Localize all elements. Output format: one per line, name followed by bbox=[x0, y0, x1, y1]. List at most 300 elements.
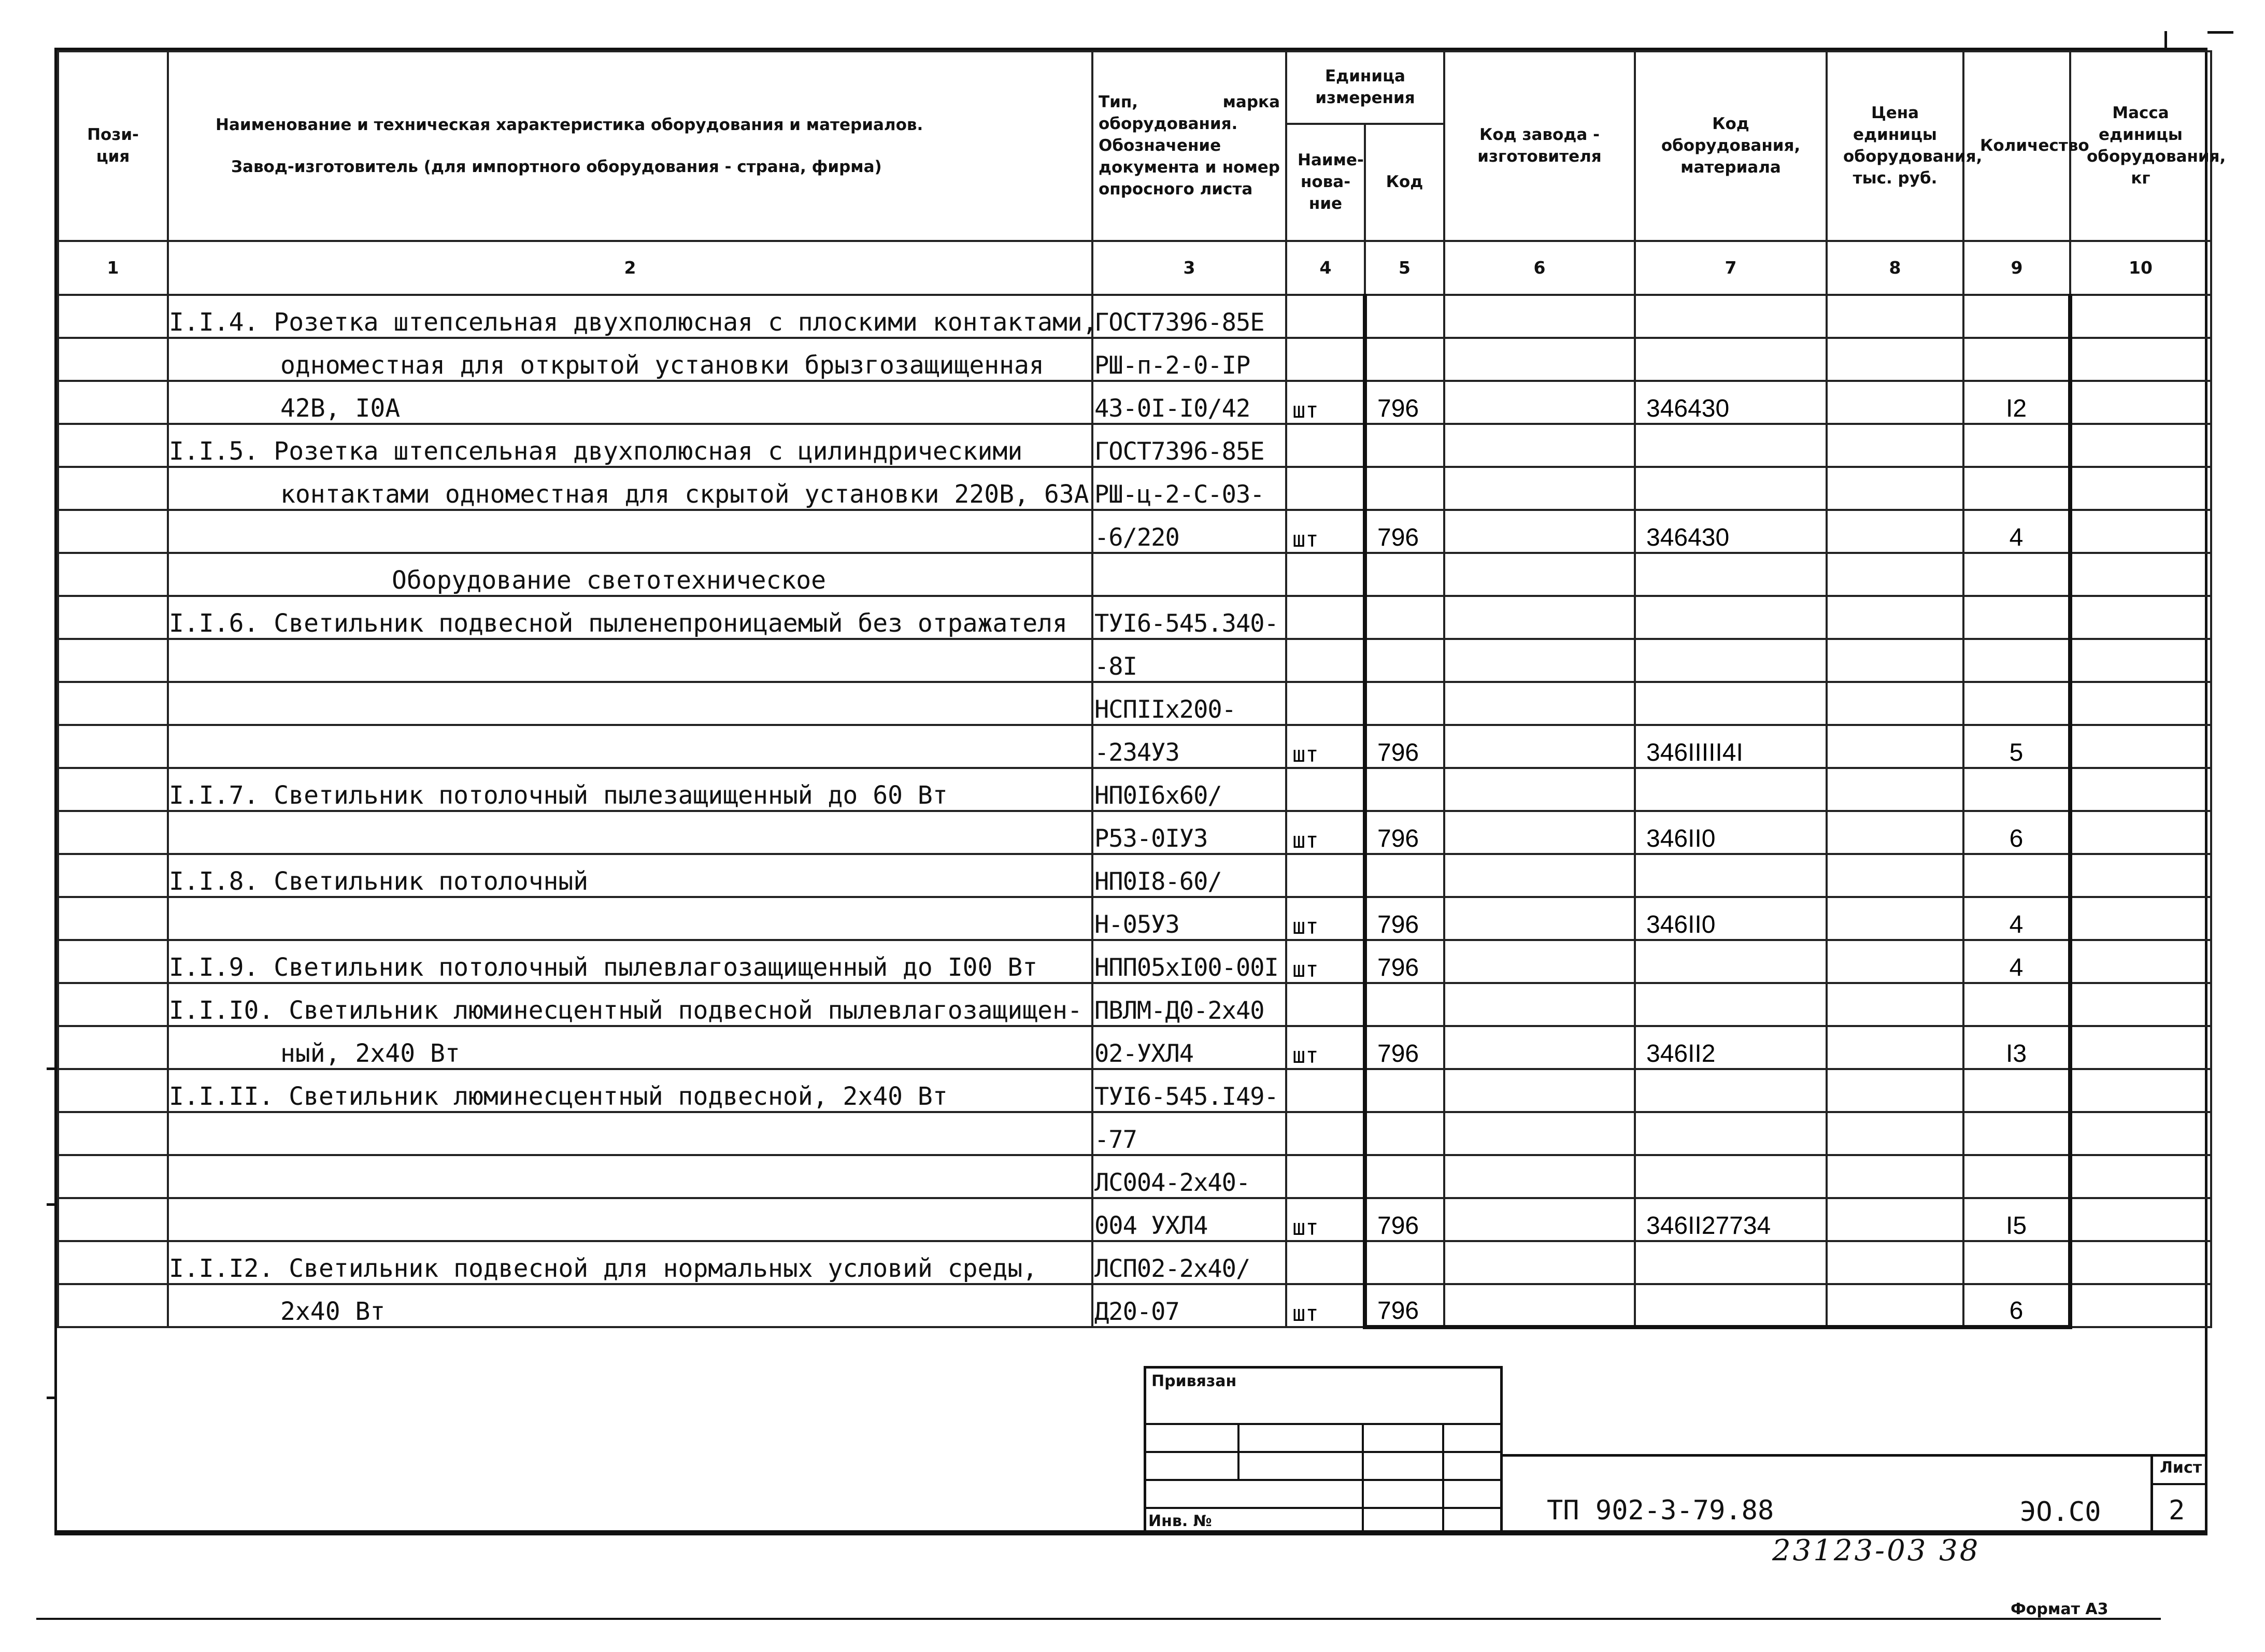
position-cell bbox=[58, 510, 168, 553]
column-number: 7 bbox=[1635, 241, 1827, 295]
item-description: ный, 2х40 Вт bbox=[168, 1026, 1092, 1069]
item-description: I.I.9. Светильник потолочный пылевлагозащищенный до I00 Вт bbox=[168, 940, 1092, 983]
unit-code bbox=[1365, 596, 1444, 639]
unit-code bbox=[1365, 553, 1444, 596]
header-position: Пози- ция bbox=[58, 51, 168, 241]
quantity bbox=[1963, 1112, 2070, 1155]
unit-code bbox=[1365, 424, 1444, 467]
price-cell bbox=[1827, 639, 1963, 682]
price-cell bbox=[1827, 725, 1963, 768]
header-factory-code: Код завода - изготовителя bbox=[1444, 51, 1635, 241]
unit-name bbox=[1286, 1069, 1365, 1112]
mass-cell bbox=[2070, 1241, 2211, 1284]
mass-cell bbox=[2070, 940, 2211, 983]
table-row bbox=[58, 768, 2211, 811]
mass-cell bbox=[2070, 682, 2211, 725]
mass-cell bbox=[2070, 467, 2211, 510]
item-description bbox=[168, 811, 1092, 854]
price-cell bbox=[1827, 424, 1963, 467]
type-designation: Р53-0IУ3 bbox=[1092, 811, 1286, 854]
position-cell bbox=[58, 940, 168, 983]
margin-tick bbox=[2207, 31, 2233, 34]
type-designation: -234У3 bbox=[1092, 725, 1286, 768]
quantity bbox=[1963, 1155, 2070, 1198]
position-cell bbox=[58, 295, 168, 338]
unit-code: 796 bbox=[1365, 381, 1444, 424]
item-description: I.I.8. Светильник потолочный bbox=[168, 854, 1092, 897]
item-description: I.I.5. Розетка штепсельная двухполюсная с цилиндрическими bbox=[168, 424, 1092, 467]
price-cell bbox=[1827, 467, 1963, 510]
factory-code bbox=[1444, 897, 1635, 940]
price-cell bbox=[1827, 682, 1963, 725]
quantity: 6 bbox=[1963, 811, 2070, 854]
factory-code bbox=[1444, 338, 1635, 381]
equipment-code bbox=[1635, 424, 1827, 467]
position-cell bbox=[58, 1155, 168, 1198]
price-cell bbox=[1827, 983, 1963, 1026]
quantity bbox=[1963, 682, 2070, 725]
type-designation: 02-УХЛ4 bbox=[1092, 1026, 1286, 1069]
position-cell bbox=[58, 639, 168, 682]
header-unit-name: Наиме-нова-ние bbox=[1286, 124, 1365, 241]
item-description bbox=[168, 682, 1092, 725]
equipment-code: 346IIIII4I bbox=[1635, 725, 1827, 768]
price-cell bbox=[1827, 768, 1963, 811]
header-mass: Масса единицы оборудования, кг bbox=[2070, 51, 2211, 241]
table-row bbox=[58, 1069, 2211, 1112]
item-description: 42В, I0А bbox=[168, 381, 1092, 424]
unit-code bbox=[1365, 983, 1444, 1026]
specification-table bbox=[57, 50, 2226, 1329]
position-cell bbox=[58, 1026, 168, 1069]
equipment-code bbox=[1635, 1155, 1827, 1198]
unit-name bbox=[1286, 854, 1365, 897]
factory-code bbox=[1444, 854, 1635, 897]
header-unit-group: Единица измерения bbox=[1286, 51, 1444, 124]
position-cell bbox=[58, 725, 168, 768]
item-description: 2х40 Вт bbox=[168, 1284, 1092, 1327]
header-equipment-code: Код оборудования, материала bbox=[1635, 51, 1827, 241]
price-cell bbox=[1827, 510, 1963, 553]
table-row bbox=[58, 596, 2211, 639]
equipment-code: 346II0 bbox=[1635, 811, 1827, 854]
position-cell bbox=[58, 811, 168, 854]
position-cell bbox=[58, 338, 168, 381]
item-description: I.I.6. Светильник подвесной пыленепроницаемый без отражателя bbox=[168, 596, 1092, 639]
equipment-code bbox=[1635, 854, 1827, 897]
price-cell bbox=[1827, 553, 1963, 596]
unit-code bbox=[1365, 1069, 1444, 1112]
header-price: Цена единицы оборудования, тыс. руб. bbox=[1827, 51, 1963, 241]
unit-name bbox=[1286, 1155, 1365, 1198]
price-cell bbox=[1827, 1155, 1963, 1198]
unit-code bbox=[1365, 295, 1444, 338]
factory-code bbox=[1444, 467, 1635, 510]
unit-code bbox=[1365, 768, 1444, 811]
sheet-label: Лист bbox=[2160, 1459, 2202, 1477]
item-description bbox=[168, 725, 1092, 768]
quantity: I5 bbox=[1963, 1198, 2070, 1241]
unit-code: 796 bbox=[1365, 897, 1444, 940]
price-cell bbox=[1827, 811, 1963, 854]
type-designation: НСПIIх200- bbox=[1092, 682, 1286, 725]
price-cell bbox=[1827, 1198, 1963, 1241]
mass-cell bbox=[2070, 768, 2211, 811]
unit-code bbox=[1365, 854, 1444, 897]
quantity bbox=[1963, 768, 2070, 811]
item-description bbox=[168, 510, 1092, 553]
table-row bbox=[58, 983, 2211, 1026]
price-cell bbox=[1827, 940, 1963, 983]
table-row bbox=[58, 1284, 2211, 1327]
column-number: 8 bbox=[1827, 241, 1963, 295]
mass-cell bbox=[2070, 596, 2211, 639]
unit-name: шт bbox=[1286, 897, 1365, 940]
quantity bbox=[1963, 1241, 2070, 1284]
column-number: 1 bbox=[58, 241, 168, 295]
unit-name bbox=[1286, 338, 1365, 381]
unit-name bbox=[1286, 1112, 1365, 1155]
unit-name: шт bbox=[1286, 940, 1365, 983]
table-row bbox=[58, 1155, 2211, 1198]
type-designation: ПВЛМ-Д0-2х40 bbox=[1092, 983, 1286, 1026]
type-designation: -8I bbox=[1092, 639, 1286, 682]
unit-name: шт bbox=[1286, 381, 1365, 424]
mass-cell bbox=[2070, 1026, 2211, 1069]
table-row bbox=[58, 940, 2211, 983]
table-row bbox=[58, 553, 2211, 596]
unit-name bbox=[1286, 295, 1365, 338]
quantity bbox=[1963, 424, 2070, 467]
position-cell bbox=[58, 553, 168, 596]
item-description: I.I.4. Розетка штепсельная двухполюсная с плоскими контактами, bbox=[168, 295, 1092, 338]
mass-cell bbox=[2070, 1155, 2211, 1198]
equipment-code bbox=[1635, 1112, 1827, 1155]
mass-cell bbox=[2070, 424, 2211, 467]
mass-cell bbox=[2070, 725, 2211, 768]
factory-code bbox=[1444, 768, 1635, 811]
quantity bbox=[1963, 1069, 2070, 1112]
table-row bbox=[58, 338, 2211, 381]
price-cell bbox=[1827, 1026, 1963, 1069]
item-description: контактами одноместная для скрытой установки 220В, 63А bbox=[168, 467, 1092, 510]
unit-name: шт bbox=[1286, 1284, 1365, 1327]
unit-code: 796 bbox=[1365, 1026, 1444, 1069]
equipment-code bbox=[1635, 596, 1827, 639]
type-designation: Д20-07 bbox=[1092, 1284, 1286, 1327]
quantity bbox=[1963, 338, 2070, 381]
equipment-code: 346II2 bbox=[1635, 1026, 1827, 1069]
type-designation: РШ-ц-2-С-03- bbox=[1092, 467, 1286, 510]
unit-code bbox=[1365, 1112, 1444, 1155]
table-row bbox=[58, 424, 2211, 467]
table-row bbox=[58, 1112, 2211, 1155]
position-cell bbox=[58, 682, 168, 725]
equipment-code: 346II27734 bbox=[1635, 1198, 1827, 1241]
position-cell bbox=[58, 381, 168, 424]
factory-code bbox=[1444, 424, 1635, 467]
format-label: Формат А3 bbox=[2011, 1600, 2109, 1618]
table-row bbox=[58, 725, 2211, 768]
factory-code bbox=[1444, 1241, 1635, 1284]
mass-cell bbox=[2070, 639, 2211, 682]
factory-code bbox=[1444, 1155, 1635, 1198]
position-cell bbox=[58, 1241, 168, 1284]
position-cell bbox=[58, 1284, 168, 1327]
table-row bbox=[58, 1198, 2211, 1241]
factory-code bbox=[1444, 510, 1635, 553]
archive-number: 23123-03 38 bbox=[1772, 1534, 1981, 1568]
bottom-line bbox=[36, 1618, 2161, 1620]
unit-code: 796 bbox=[1365, 811, 1444, 854]
quantity: 5 bbox=[1963, 725, 2070, 768]
factory-code bbox=[1444, 1198, 1635, 1241]
factory-code bbox=[1444, 940, 1635, 983]
unit-code bbox=[1365, 1155, 1444, 1198]
equipment-code bbox=[1635, 1241, 1827, 1284]
type-designation: ТУI6-545.340- bbox=[1092, 596, 1286, 639]
quantity bbox=[1963, 639, 2070, 682]
quantity bbox=[1963, 553, 2070, 596]
price-cell bbox=[1827, 897, 1963, 940]
position-cell bbox=[58, 424, 168, 467]
column-number: 9 bbox=[1963, 241, 2070, 295]
equipment-code bbox=[1635, 682, 1827, 725]
item-description bbox=[168, 639, 1092, 682]
quantity: I2 bbox=[1963, 381, 2070, 424]
header-row bbox=[58, 51, 2211, 124]
unit-name: шт bbox=[1286, 1026, 1365, 1069]
unit-name bbox=[1286, 768, 1365, 811]
factory-code bbox=[1444, 639, 1635, 682]
type-designation: Н-05У3 bbox=[1092, 897, 1286, 940]
table-row bbox=[58, 295, 2211, 338]
position-cell bbox=[58, 854, 168, 897]
type-designation bbox=[1092, 553, 1286, 596]
item-description: I.I.II. Светильник люминесцентный подвесной, 2х40 Вт bbox=[168, 1069, 1092, 1112]
factory-code bbox=[1444, 553, 1635, 596]
equipment-code bbox=[1635, 467, 1827, 510]
quantity bbox=[1963, 295, 2070, 338]
equipment-code: 346430 bbox=[1635, 381, 1827, 424]
equipment-code bbox=[1635, 1069, 1827, 1112]
mass-cell bbox=[2070, 338, 2211, 381]
unit-code bbox=[1365, 682, 1444, 725]
item-description: I.I.I2. Светильник подвесной для нормальных условий среды, bbox=[168, 1241, 1092, 1284]
designation: ТП 902-3-79.88 bbox=[1547, 1495, 1774, 1526]
type-designation: НП0I6х60/ bbox=[1092, 768, 1286, 811]
quantity: 6 bbox=[1963, 1284, 2070, 1327]
price-cell bbox=[1827, 1069, 1963, 1112]
equipment-code bbox=[1635, 295, 1827, 338]
unit-name bbox=[1286, 467, 1365, 510]
header-name: Наименование и техническая характеристика оборудования и материалов. Завод-изготовитель (для импортного оборудования - страна, фирма) bbox=[168, 51, 1092, 241]
unit-name: шт bbox=[1286, 811, 1365, 854]
equipment-code bbox=[1635, 338, 1827, 381]
table-row bbox=[58, 467, 2211, 510]
price-cell bbox=[1827, 381, 1963, 424]
privyazan-label: Привязан bbox=[1151, 1372, 1237, 1390]
factory-code bbox=[1444, 811, 1635, 854]
position-cell bbox=[58, 467, 168, 510]
type-designation: ГОСТ7396-85Е bbox=[1092, 424, 1286, 467]
item-description bbox=[168, 1198, 1092, 1241]
mass-cell bbox=[2070, 983, 2211, 1026]
factory-code bbox=[1444, 725, 1635, 768]
item-description: одноместная для открытой установки брызгозащищенная bbox=[168, 338, 1092, 381]
inventory-label: Инв. № bbox=[1148, 1512, 1212, 1530]
type-designation: ЛСП02-2х40/ bbox=[1092, 1241, 1286, 1284]
unit-name: шт bbox=[1286, 725, 1365, 768]
table-row bbox=[58, 510, 2211, 553]
unit-code: 796 bbox=[1365, 940, 1444, 983]
factory-code bbox=[1444, 1069, 1635, 1112]
item-description: I.I.7. Светильник потолочный пылезащищенный до 60 Вт bbox=[168, 768, 1092, 811]
quantity bbox=[1963, 467, 2070, 510]
column-number-row bbox=[58, 241, 2211, 295]
header-unit-code: Код bbox=[1365, 124, 1444, 241]
item-description bbox=[168, 1155, 1092, 1198]
unit-code: 796 bbox=[1365, 1198, 1444, 1241]
type-designation: ГОСТ7396-85Е bbox=[1092, 295, 1286, 338]
column-number: 3 bbox=[1092, 241, 1286, 295]
equipment-code: 346430 bbox=[1635, 510, 1827, 553]
unit-name: шт bbox=[1286, 1198, 1365, 1241]
unit-name bbox=[1286, 1241, 1365, 1284]
equipment-code bbox=[1635, 940, 1827, 983]
mass-cell bbox=[2070, 897, 2211, 940]
equipment-code bbox=[1635, 639, 1827, 682]
mass-cell bbox=[2070, 1112, 2211, 1155]
factory-code bbox=[1444, 682, 1635, 725]
column-number: 4 bbox=[1286, 241, 1365, 295]
position-cell bbox=[58, 897, 168, 940]
position-cell bbox=[58, 1198, 168, 1241]
mass-cell bbox=[2070, 295, 2211, 338]
factory-code bbox=[1444, 596, 1635, 639]
price-cell bbox=[1827, 1112, 1963, 1155]
unit-code bbox=[1365, 1241, 1444, 1284]
margin-tick bbox=[47, 1203, 57, 1206]
table-row bbox=[58, 1026, 2211, 1069]
table-row bbox=[58, 897, 2211, 940]
unit-code: 796 bbox=[1365, 510, 1444, 553]
price-cell bbox=[1827, 338, 1963, 381]
mass-cell bbox=[2070, 1198, 2211, 1241]
mass-cell bbox=[2070, 1069, 2211, 1112]
type-designation: РШ-п-2-0-IР bbox=[1092, 338, 1286, 381]
column-number: 6 bbox=[1444, 241, 1635, 295]
quantity bbox=[1963, 596, 2070, 639]
equipment-code: 346II0 bbox=[1635, 897, 1827, 940]
factory-code bbox=[1444, 381, 1635, 424]
quantity: I3 bbox=[1963, 1026, 2070, 1069]
equipment-code bbox=[1635, 983, 1827, 1026]
mass-cell bbox=[2070, 553, 2211, 596]
unit-name bbox=[1286, 424, 1365, 467]
factory-code bbox=[1444, 295, 1635, 338]
item-description: Оборудование светотехническое bbox=[168, 553, 1092, 596]
type-designation: -6/220 bbox=[1092, 510, 1286, 553]
position-cell bbox=[58, 596, 168, 639]
quantity bbox=[1963, 854, 2070, 897]
quantity: 4 bbox=[1963, 510, 2070, 553]
column-number: 10 bbox=[2070, 241, 2211, 295]
type-designation: ТУI6-545.I49- bbox=[1092, 1069, 1286, 1112]
table-row bbox=[58, 639, 2211, 682]
drawing-frame bbox=[54, 48, 2226, 1533]
unit-code: 796 bbox=[1365, 725, 1444, 768]
table-row bbox=[58, 381, 2211, 424]
unit-code bbox=[1365, 639, 1444, 682]
type-designation: НПП05хI00-00I bbox=[1092, 940, 1286, 983]
mass-cell bbox=[2070, 381, 2211, 424]
unit-name bbox=[1286, 639, 1365, 682]
quantity bbox=[1963, 983, 2070, 1026]
mass-cell bbox=[2070, 854, 2211, 897]
position-cell bbox=[58, 1069, 168, 1112]
table-row bbox=[58, 854, 2211, 897]
type-designation: 004 УХЛ4 bbox=[1092, 1198, 1286, 1241]
table-row bbox=[58, 682, 2211, 725]
type-designation: 43-0I-I0/42 bbox=[1092, 381, 1286, 424]
equipment-code bbox=[1635, 553, 1827, 596]
unit-name bbox=[1286, 983, 1365, 1026]
price-cell bbox=[1827, 854, 1963, 897]
factory-code bbox=[1444, 983, 1635, 1026]
unit-code bbox=[1365, 467, 1444, 510]
unit-code: 796 bbox=[1365, 1284, 1444, 1327]
table-row bbox=[58, 811, 2211, 854]
unit-name: шт bbox=[1286, 510, 1365, 553]
position-cell bbox=[58, 1112, 168, 1155]
equipment-code bbox=[1635, 1284, 1827, 1327]
unit-name bbox=[1286, 553, 1365, 596]
price-cell bbox=[1827, 1241, 1963, 1284]
section-code: ЭО.С0 bbox=[2020, 1497, 2101, 1528]
quantity: 4 bbox=[1963, 897, 2070, 940]
column-number: 2 bbox=[168, 241, 1092, 295]
header-type: Тип, марка оборудования. Обозначение документа и номер опросного листа bbox=[1092, 51, 1286, 241]
price-cell bbox=[1827, 596, 1963, 639]
type-designation: НП0I8-60/ bbox=[1092, 854, 1286, 897]
margin-tick bbox=[47, 1067, 57, 1070]
mass-cell bbox=[2070, 510, 2211, 553]
item-description bbox=[168, 1112, 1092, 1155]
margin-tick bbox=[47, 1397, 57, 1399]
item-description: I.I.I0. Светильник люминесцентный подвесной пылевлагозащищен- bbox=[168, 983, 1092, 1026]
unit-code bbox=[1365, 338, 1444, 381]
unit-name bbox=[1286, 682, 1365, 725]
mass-cell bbox=[2070, 811, 2211, 854]
margin-tick bbox=[2164, 31, 2167, 49]
factory-code bbox=[1444, 1284, 1635, 1327]
column-number: 5 bbox=[1365, 241, 1444, 295]
type-designation: -77 bbox=[1092, 1112, 1286, 1155]
table-row bbox=[58, 1241, 2211, 1284]
mass-cell bbox=[2070, 1284, 2211, 1327]
factory-code bbox=[1444, 1112, 1635, 1155]
position-cell bbox=[58, 768, 168, 811]
item-description bbox=[168, 897, 1092, 940]
price-cell bbox=[1827, 295, 1963, 338]
equipment-code bbox=[1635, 768, 1827, 811]
position-cell bbox=[58, 983, 168, 1026]
unit-name bbox=[1286, 596, 1365, 639]
type-designation: ЛС004-2х40- bbox=[1092, 1155, 1286, 1198]
header-quantity: Количество bbox=[1963, 51, 2070, 241]
price-cell bbox=[1827, 1284, 1963, 1327]
